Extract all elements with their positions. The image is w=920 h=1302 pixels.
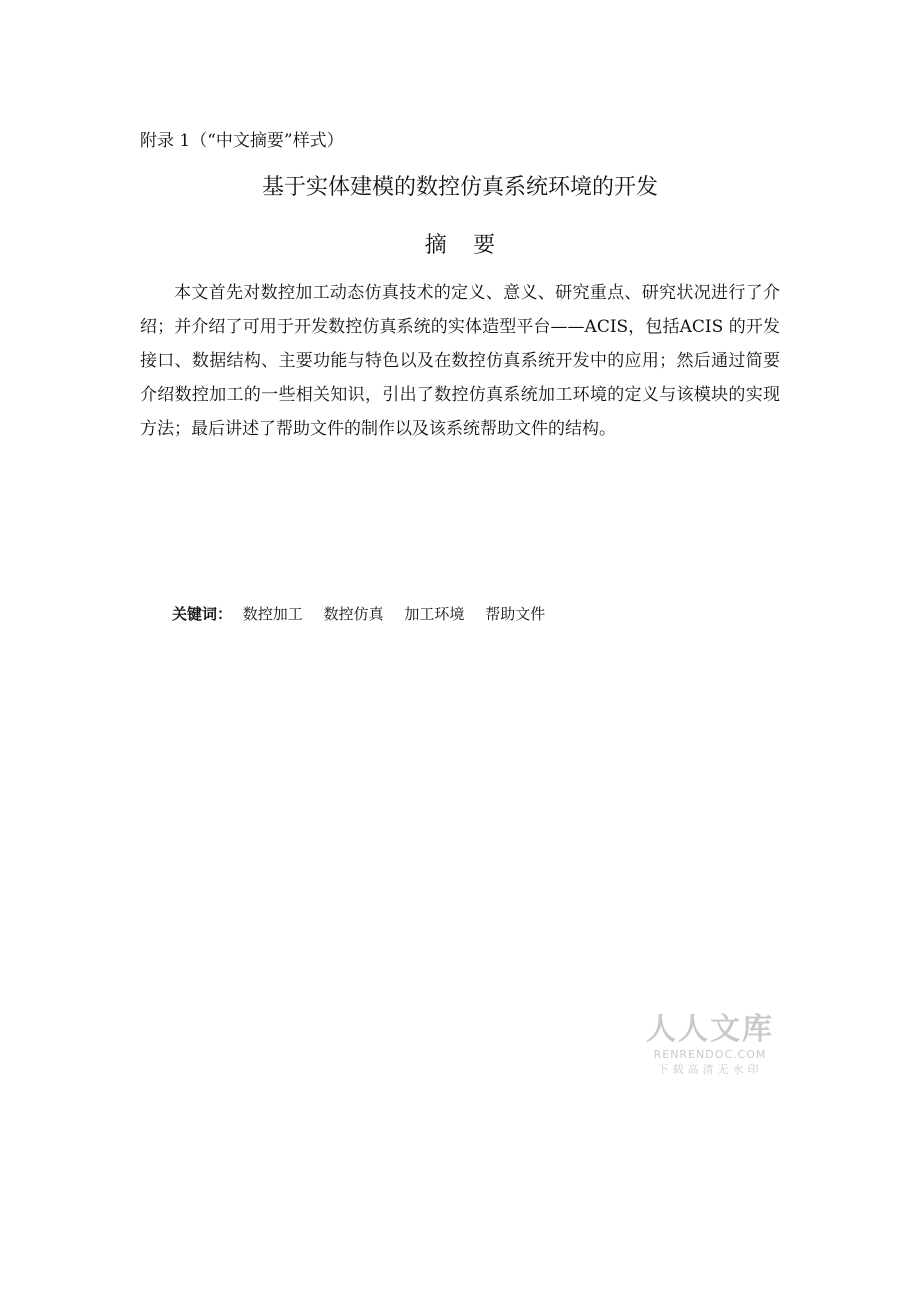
appendix-label: 附录 1（“中文摘要”样式） bbox=[140, 131, 344, 151]
keyword-item: 数控加工 bbox=[242, 605, 303, 623]
watermark-brand: 人人文库 bbox=[646, 1012, 774, 1047]
watermark-logo bbox=[640, 1012, 780, 1078]
keyword-item: 数控仿真 bbox=[323, 605, 384, 623]
keyword-item: 加工环境 bbox=[404, 605, 465, 623]
watermark-site: RENRENDOC.COM bbox=[653, 1048, 767, 1061]
keyword-item: 帮助文件 bbox=[485, 605, 546, 623]
keywords-label: 关键词： bbox=[172, 605, 233, 623]
abstract-body: 本文首先对数控加工动态仿真技术的定义、意义、研究重点、研究状况进行了介绍；并介绍了可用于开发数控仿真系统的实体造型平台——ACIS，包括ACIS 的开发接口、数据结构、主要功能与特色以及在数控仿真系统开发中的应用；然后通过简要介绍数控加工的一些相关知识，引出了数控仿真系统加工环境的定义与该模块的实现方法；最后讲述了帮助文件的制作以及该系统帮助文件的结构。 bbox=[140, 283, 780, 439]
abstract-heading: 摘要 bbox=[424, 233, 522, 258]
watermark-note: 下载高清无水印 bbox=[657, 1063, 763, 1076]
document-title: 基于实体建模的数控仿真系统环境的开发 bbox=[261, 175, 658, 200]
keywords-line bbox=[172, 602, 561, 626]
